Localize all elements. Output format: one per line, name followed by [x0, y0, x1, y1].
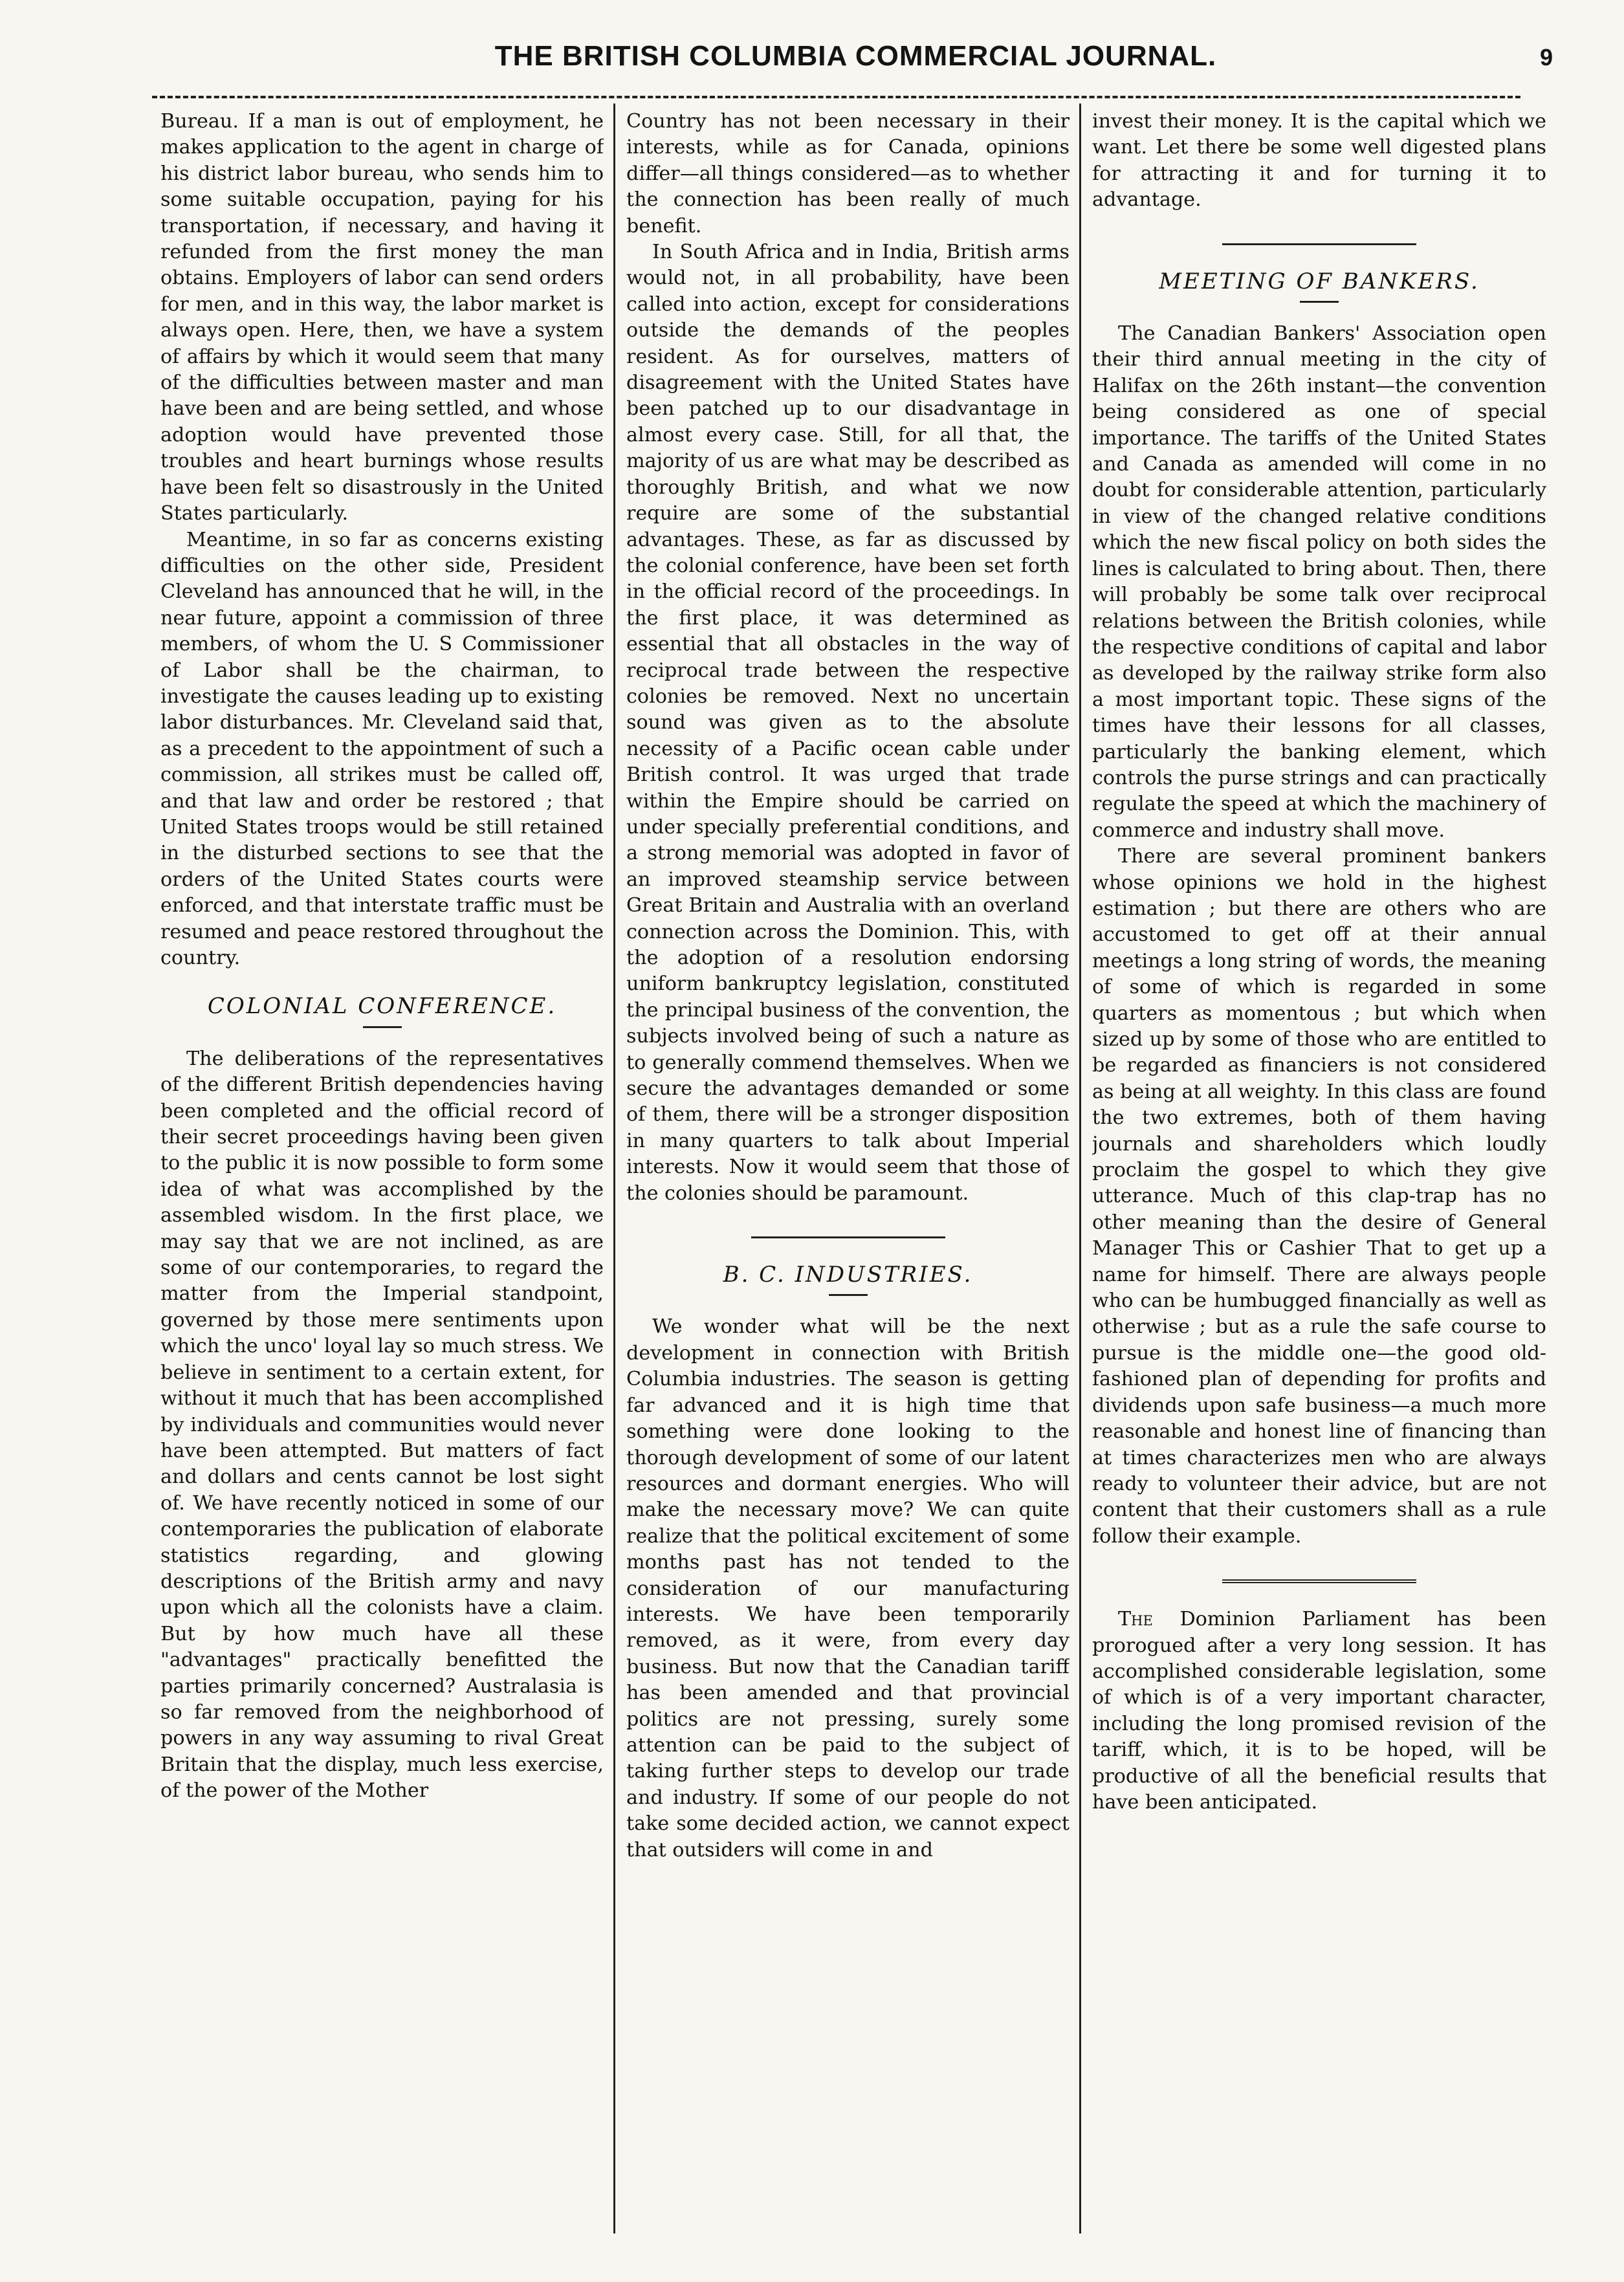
column-divider-2 [1079, 104, 1081, 2233]
page-header [159, 38, 1553, 83]
mother-country-continued-paragraph: Country has not been necessary in their interests, while as for Canada, opinions differ—all things considered—as to whether the connection has been really of much benefit. [626, 110, 1070, 237]
column-1 [160, 109, 604, 2227]
bankers-association-paragraph: The Canadian Bankers' Association open their third annual meeting in the city of Halifax on the 26th instant—the convention being considered as one of special importance. The tariffs of the United States and Canada as amended will come in no doubt for considerable attention, particularly in view of the changed relative conditions which the new fiscal policy on both sides the lines is calculated to bring about. Then, there will probably be some talk over reciprocal relations between the British colonies, while the respective conditions of capital and labor as developed by the railway strike form also a most important topic. These signs of the times have their lessons for all classes, particularly the banking element, which controls the purse strings and can practically regulate the speed at which the machinery of commerce and industry shall move. [1092, 322, 1546, 842]
cleveland-commission-paragraph: Meantime, in so far as concerns existing difficulties on the other side, President Cleveland has announced that he will, in the near future, appoint a commission of three members, of whom the U. S Commissioner of Labor shall be the chairman, to investigate the causes leading up to existing labor disturbances. Mr. Cleveland said that, as a precedent to the appointment of such a commission, all strikes must be called off, and that law and order be restored ; that United States troops would be still retained in the disturbed sections to see that the orders of the United States courts were enforced, and that interstate traffic must be resumed and peace restored throughout the country. [160, 528, 604, 969]
column-2 [626, 109, 1070, 2227]
colonial-conference-paragraph: The deliberations of the representatives of the different British dependencies having been completed and the official record of their secret proceedings having been given to the public it is now possible to form some idea of what was accomplished by the assembled wisdom. In the first place, we may say that we are not inclined, as are some of our contemporaries, to regard the matter from the Imperial standpoint, governed by those mere sentiments upon which the unco' loyal lay so much stress. We believe in sentiment to a certain extent, for without it much that has been accomplished by individuals and communities would never have been attempted. But matters of fact and dollars and cents cannot be lost sight of. We have recently noticed in some of our contemporaries the publication of elaborate statistics regarding, and glowing descriptions of the British army and navy upon which all the colonists have a claim. But by how much have all these "advantages" practically benefitted the parties primarily concerned? Australasia is so far removed from the neighborhood of powers in any way assuming to rival Great Britain that the display, much less exercise, of the power of the Mother [160, 1047, 604, 1803]
heading-rule [363, 1026, 402, 1028]
lead-word: The [1118, 1608, 1153, 1631]
dominion-parliament-text: Dominion Parliament has been prorogued after a very long session. It has accomplished considerable legislation, some of which is of a very important character, including the long promised revision of the tariff, which, it is to be hoped, will be productive of all the beneficial results that have been anticipated. [1092, 1608, 1546, 1814]
labor-bureau-continued-paragraph: Bureau. If a man is out of employment, he makes application to the agent in charge of his district labor bureau, who sends him to some suitable occupation, paying for his transportation, if necessary, and having it refunded from the first money the man obtains. Employers of labor can send orders for men, and in this way, the labor market is always open. Here, then, we have a system of affairs by which it would seem that many of the difficulties between master and man have been and are being settled, and whose adoption would have prevented those troubles and heart burnings whose results have been felt so disastrously in the United States particularly. [160, 110, 604, 525]
column-divider-1 [613, 104, 615, 2233]
column-3 [1092, 109, 1546, 2227]
page-number: 9 [1539, 44, 1553, 71]
colonial-conference-heading: COLONIAL CONFERENCE. [207, 993, 557, 1020]
bc-industries-paragraph: We wonder what will be the next development in connection with British Columbia industries. The season is getting far advanced and it is high time that something were done looking to the thorough development of some of our latent resources and dormant energies. Who will make the necessary move? We can quite realize that the political excitement of some months past has not tended to the consideration of our manufacturing interests. We have been temporarily removed, as it were, from every day business. But now that the Canadian tariff has been amended and that provincial politics are not pressing, surely some attention can be paid to the subject of taking further steps to develop our trade and industry. If some of our people do not take some decided action, we cannot expect that outsiders will come in and [626, 1315, 1070, 1861]
section-separator [751, 1236, 945, 1238]
capital-continued-paragraph: invest their money. It is the capital which we want. Let there be some well digested plans for attracting it and for turning it to advantage. [1092, 110, 1546, 212]
header-rule [152, 96, 1520, 98]
dominion-parliament-paragraph [1092, 1607, 1546, 1816]
south-africa-india-paragraph: In South Africa and in India, British arms would not, in all probability, have been called into action, except for considerations outside the demands of the peoples resident. As for ourselves, matters of disagreement with the United States have been patched up to our disadvantage in almost every case. Still, for all that, the majority of us are what may be described as thoroughly British, and what we now require are some of the substantial advantages. These, as far as discussed by the colonial conference, have been set forth in the official record of the proceedings. In the first place, it was determined as essential that all obstacles in the way of reciprocal trade between the respective colonies be removed. Next no uncertain sound was given as to the absolute necessity of a Pacific ocean cable under British control. It was urged that trade within the Empire should be carried on under specially preferential conditions, and a strong memorial was adopted in favor of an improved steamship service between Great Britain and Australia with an overland connection across the Dominion. This, with the adoption of a resolution endorsing uniform bankruptcy legislation, constituted the principal business of the convention, the subjects involved being of such a nature as to generally commend themselves. When we secure the advantages demanded or some of them, there will be a stronger disposition in many quarters to talk about Imperial interests. Now it would seem that those of the colonies should be paramount. [626, 241, 1070, 1205]
heading-rule [1300, 301, 1339, 303]
heading-rule [829, 1294, 868, 1296]
section-separator [1222, 243, 1416, 245]
section-separator [1222, 1579, 1416, 1583]
bc-industries-heading: B. C. INDUSTRIES. [723, 1262, 973, 1288]
journal-title: THE BRITISH COLUMBIA COMMERCIAL JOURNAL. [494, 40, 1217, 72]
meeting-of-bankers-heading: MEETING OF BANKERS. [1159, 268, 1480, 294]
prominent-bankers-paragraph: There are several prominent bankers whose opinions we hold in the highest estimation ; but there are others who are accustomed to get off at their annual meetings a long string of words, the meaning of some of which is regarded in some quarters as momentous ; but which when sized up by some of those who are entitled to be regarded as financiers is not considered as being at all weighty. In this class are found the two extremes, both of them having journals and shareholders which loudly proclaim the gospel to which they give utterance. Much of this clap-trap has no other meaning than the desire of General Manager This or Cashier That to get up a name for himself. There are always people who can be humbugged financially as well as otherwise ; but as a rule the safe course to pursue is the middle one—the good old-fashioned plan of depending for profits and dividends upon safe business—a much more reasonable and honest line of financing than at times characterizes men who are always ready to volunteer their advice, but are not content that their customers shall as a rule follow their example. [1092, 845, 1546, 1548]
